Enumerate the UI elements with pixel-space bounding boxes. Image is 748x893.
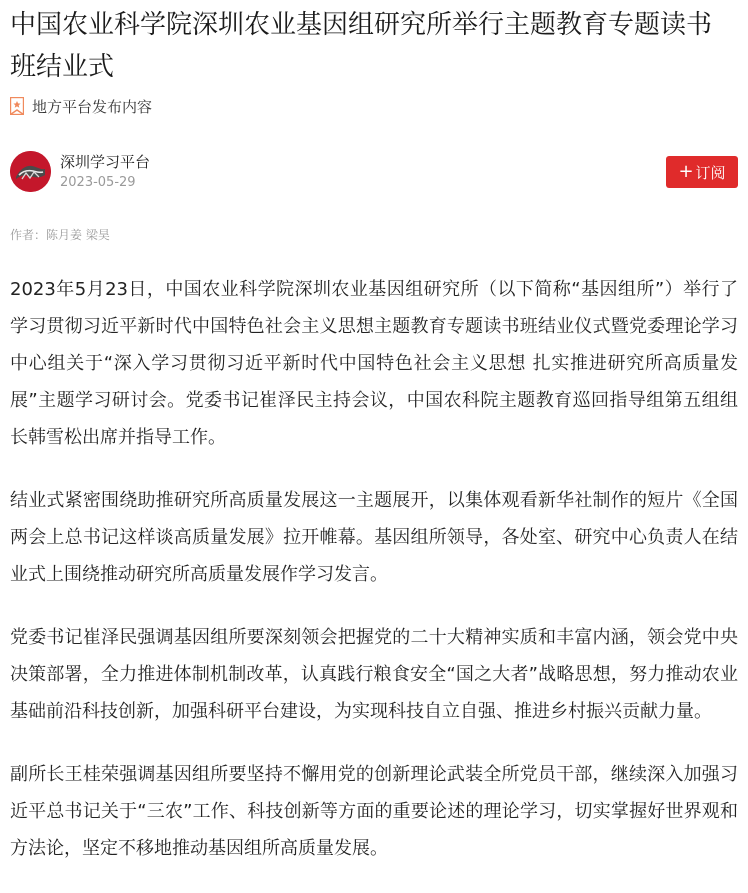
- paragraph: 党委书记崔泽民强调基因组所要深刻领会把握党的二十大精神实质和丰富内涵，领会党中央决策部署，全力推进体制机制改革，认真践行粮食安全“国之大者”战略思想，努力推动农业基础前沿科技创新，加强科研平台建设，为实现科技自立自强、推进乡村振兴贡献力量。: [10, 627, 738, 722]
- source-label: 地方平台发布内容: [32, 97, 153, 116]
- subscribe-button[interactable]: [666, 156, 738, 188]
- plus-icon: +: [678, 161, 694, 182]
- platform-logo-icon: [10, 151, 51, 192]
- publisher-row: [10, 151, 738, 193]
- publish-date: 2023-05-29: [60, 175, 136, 190]
- author-line: 作者：陈月姜 梁昊: [10, 228, 110, 242]
- subscribe-label: 订阅: [695, 163, 726, 182]
- source-row: [10, 96, 152, 116]
- paragraph: 结业式紧密围绕助推研究所高质量发展这一主题展开，以集体观看新华社制作的短片《全国两会上总书记这样谈高质量发展》拉开帷幕。基因组所领导，各处室、研究中心负责人在结业式上围绕推动研究所高质量发展作学习发言。: [10, 490, 738, 585]
- paragraph: 副所长王桂荣强调基因组所要坚持不懈用党的创新理论武装全所党员干部，继续深入加强习近平总书记关于“三农”工作、科技创新等方面的重要论述的理论学习，切实掌握好世界观和方法论，坚定不移地推动基因组所高质量发展。: [10, 764, 738, 859]
- article-body: [10, 271, 738, 893]
- paragraph: 2023年5月23日，中国农业科学院深圳农业基因组研究所（以下简称“基因组所”）举行了学习贯彻习近平新时代中国特色社会主义思想主题教育专题读书班结业仪式暨党委理论学习中心组关于“深入学习贯彻习近平新时代中国特色社会主义思想 扎实推进研究所高质量发展”主题学习研讨会。党委书记崔泽民主持会议，中国农科院主题教育巡回指导组第五组组长韩雪松出席并指导工作。: [10, 279, 738, 448]
- ribbon-badge-icon: [10, 97, 24, 115]
- platform-name[interactable]: 深圳学习平台: [60, 153, 151, 171]
- article-title: 中国农业科学院深圳农业基因组研究所举行主题教育专题读书班结业式: [10, 10, 713, 82]
- avatar[interactable]: [10, 151, 51, 192]
